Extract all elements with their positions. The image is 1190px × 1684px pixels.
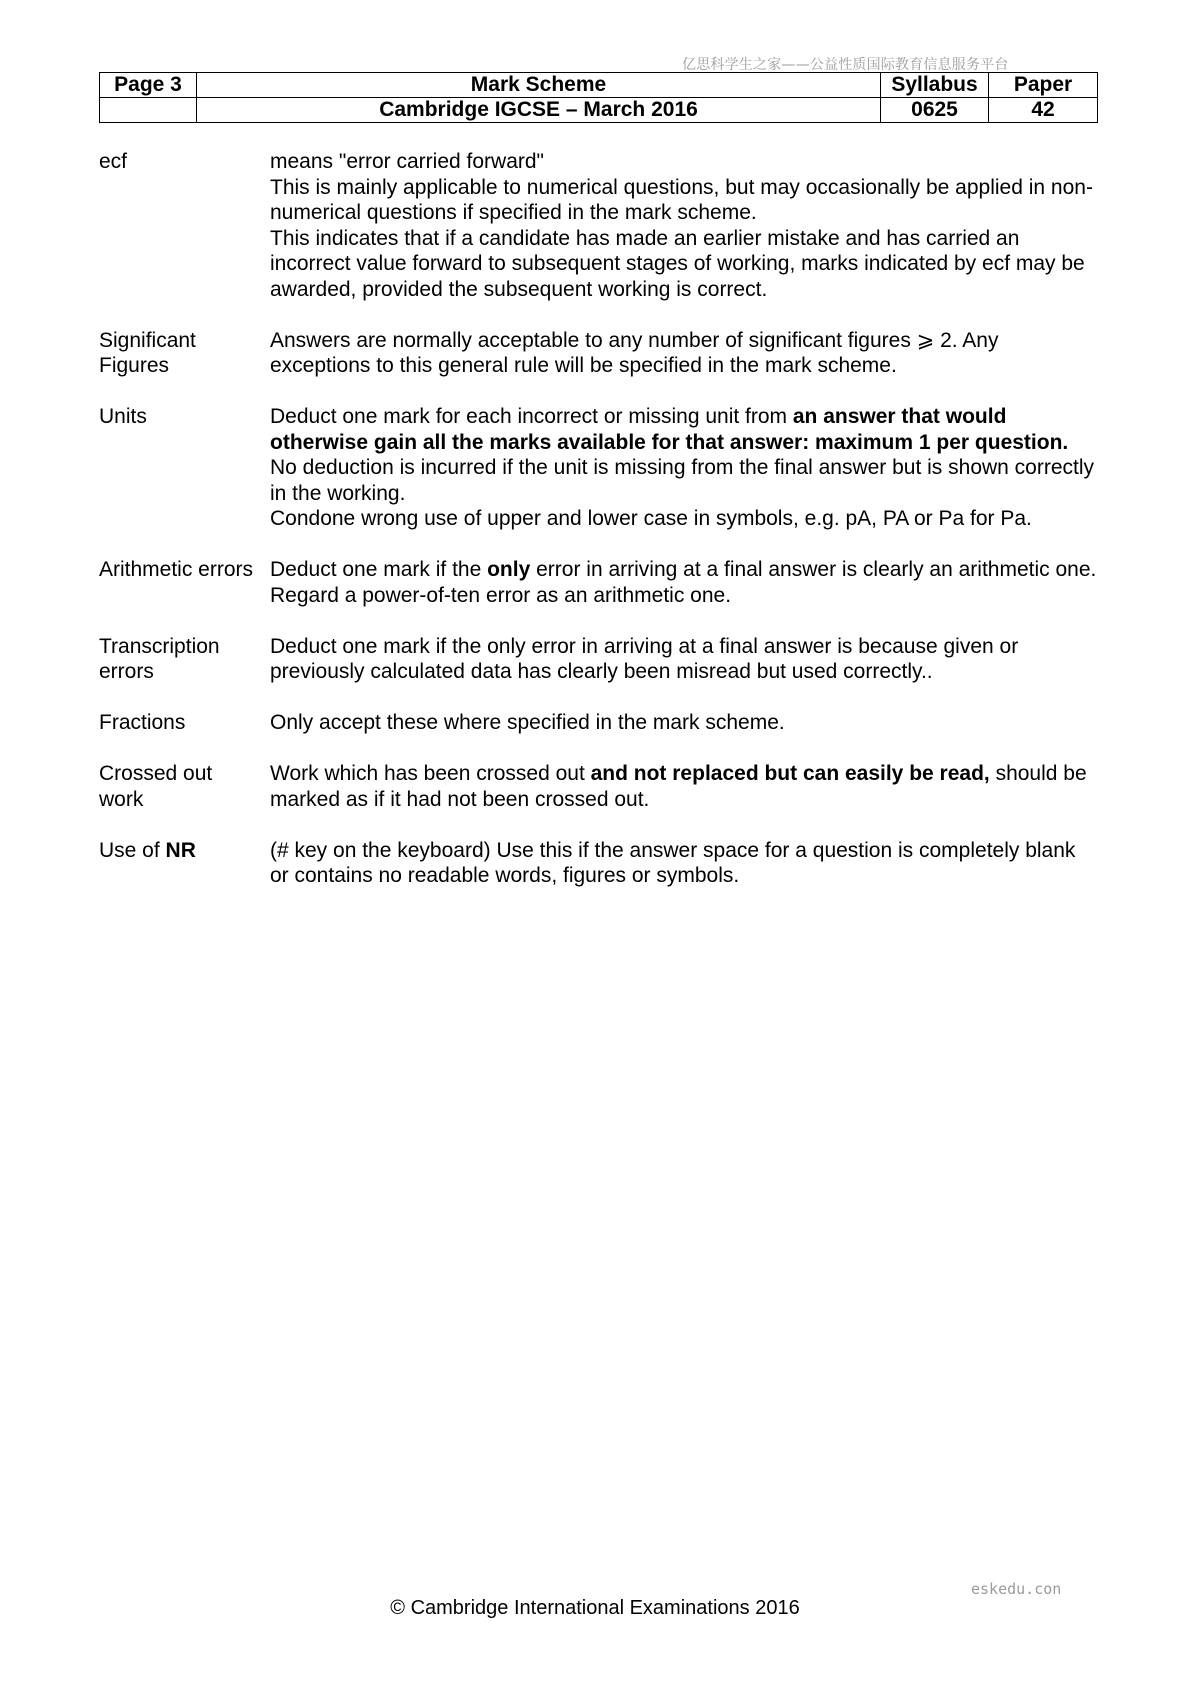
- entry-term: Transcription errors: [99, 634, 220, 683]
- text-run: Deduct one mark if the: [270, 558, 488, 581]
- text-run: This indicates that if a candidate has made an earlier mistake and has carried an incorrect value forward to subsequent stages of working, marks indicated by ecf may be awarded, provided the subsequent working is correct.: [270, 226, 1085, 301]
- text-run: error in arriving at a final answer is clearly an arithmetic one. Regard a power-of-ten error as an arithmetic one.: [270, 558, 1097, 607]
- syllabus-code: 0625: [881, 98, 989, 123]
- header-table: [99, 72, 1098, 123]
- entry-term: Arithmetic errors: [99, 558, 254, 581]
- entry-term: Crossed out work: [99, 762, 213, 811]
- text-run: Work which has been crossed out: [270, 762, 591, 785]
- page-number: Page 3: [100, 73, 197, 98]
- entry-term: [99, 838, 270, 889]
- description-paragraph: [270, 404, 1099, 506]
- watermark-top: 亿思科学生之家——公益性质国际教育信息服务平台: [682, 57, 1009, 73]
- copyright-footer: © Cambridge International Examinations 2016: [390, 1597, 800, 1619]
- entry-description: [270, 710, 1099, 736]
- entry-description: [270, 404, 1099, 532]
- entry-description: [270, 634, 1099, 685]
- syllabus-label: Syllabus: [881, 73, 989, 98]
- text-run: means "error carried forward": [270, 150, 544, 173]
- description-paragraph: [270, 328, 1099, 379]
- entry-description: [270, 761, 1099, 812]
- text-run: No deduction is incurred if the unit is missing from the final answer but is shown correctly in the working.: [270, 456, 1095, 505]
- mark-scheme-entry: [99, 149, 1099, 302]
- description-paragraph: [270, 506, 1099, 532]
- bold-text: and not replaced but can easily be read,: [590, 762, 990, 785]
- paper-code: 42: [989, 98, 1098, 123]
- entry-description: [270, 838, 1099, 889]
- description-paragraph: [270, 761, 1099, 812]
- bold-text: only: [487, 558, 531, 581]
- document-subtitle: Cambridge IGCSE – March 2016: [197, 98, 881, 123]
- mark-scheme-entries: [99, 149, 1099, 914]
- description-paragraph: [270, 226, 1099, 303]
- description-paragraph: [270, 557, 1099, 608]
- description-paragraph: [270, 149, 1099, 175]
- entry-description: [270, 557, 1099, 608]
- text-run: Answers are normally acceptable to any number of significant figures ⩾ 2. Any exceptions to this general rule will be specified in the mark scheme.: [270, 328, 999, 377]
- description-paragraph: [270, 634, 1099, 685]
- text-run: Deduct one mark if the only error in arriving at a final answer is because given or previously calculated data has clearly been misread but used correctly..: [270, 634, 1019, 683]
- mark-scheme-entry: [99, 634, 1099, 685]
- entry-term: ecf: [99, 150, 128, 173]
- text-run: should be marked as if it had not been crossed out.: [270, 762, 1087, 811]
- text-run: Use of: [99, 838, 166, 862]
- entry-description: [270, 328, 1099, 379]
- mark-scheme-entry: [99, 710, 1099, 736]
- text-run: This is mainly applicable to numerical questions, but may occasionally be applied in non-numerical questions if specified in the mark scheme.: [270, 175, 1093, 224]
- watermark-bottom: eskedu.con: [971, 1580, 1062, 1598]
- description-paragraph: [270, 710, 1099, 736]
- text-run: Only accept these where specified in the mark scheme.: [270, 711, 785, 734]
- empty-cell: [100, 98, 197, 123]
- mark-scheme-entry: [99, 761, 1099, 812]
- entry-description: [270, 149, 1099, 302]
- entry-term: Units: [99, 405, 147, 428]
- bold-text: NR: [165, 838, 196, 862]
- text-run: (# key on the keyboard) Use this if the answer space for a question is completely blank or contains no readable words, figures or symbols.: [270, 838, 1076, 887]
- text-run: Deduct one mark for each incorrect or missing unit from: [270, 405, 793, 428]
- paper-label: Paper: [989, 73, 1098, 98]
- bold-text: an answer that would otherwise gain all the marks available for that answer: maximum 1 per question.: [270, 405, 1069, 454]
- mark-scheme-entry: [99, 328, 1099, 379]
- document-title: Mark Scheme: [197, 73, 881, 98]
- mark-scheme-entry: [99, 404, 1099, 532]
- description-paragraph: [270, 838, 1099, 889]
- entry-term: Fractions: [99, 711, 186, 734]
- text-run: Condone wrong use of upper and lower case in symbols, e.g. pA, PA or Pa for Pa.: [270, 507, 1032, 530]
- description-paragraph: [270, 175, 1099, 226]
- entry-term: Significant Figures: [99, 328, 196, 377]
- mark-scheme-entry: [99, 557, 1099, 608]
- mark-scheme-entry: [99, 838, 1099, 889]
